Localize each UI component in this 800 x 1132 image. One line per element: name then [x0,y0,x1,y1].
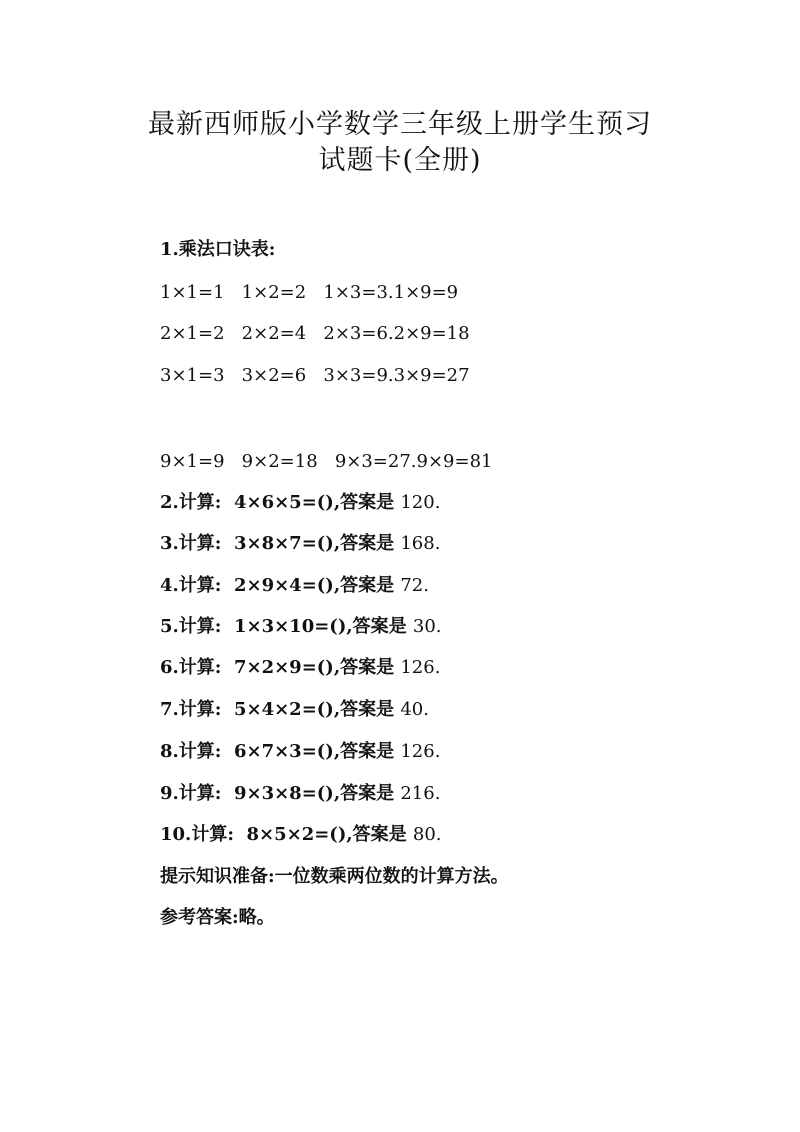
question-7 [160,698,429,722]
table-row-9: 9×1=9 9×2=18 9×3=27.9×9=81 [160,451,493,472]
document-title-line-1: 最新西师版小学数学三年级上册学生预习 [148,109,652,140]
question-8 [160,740,440,764]
hint-text: 提示知识准备:一位数乘两位数的计算方法。 [160,866,509,887]
question-9-answer: 216. [400,783,441,804]
question-7-text: 7.计算: 5×4×2=(),答案是 [160,699,401,720]
question-8-answer: 126. [400,741,441,762]
question-6-answer: 126. [400,657,441,678]
question-2-text: 2.计算: 4×6×5=(),答案是 [160,492,401,513]
question-9 [160,782,440,806]
question-8-text: 8.计算: 6×7×3=(),答案是 [160,741,401,762]
question-4-text: 4.计算: 2×9×4=(),答案是 [160,575,401,596]
question-5 [160,615,442,639]
table-row-3: 3×1=3 3×2=6 3×3=9.3×9=27 [160,365,470,386]
question-10-answer: 80. [412,824,442,845]
question-6 [160,656,440,680]
question-5-text: 5.计算: 1×3×10=(),答案是 [160,616,413,637]
question-3-answer: 168. [400,533,441,554]
question-7-answer: 40. [400,699,429,720]
question-6-text: 6.计算: 7×2×9=(),答案是 [160,657,401,678]
document-title-line-2: 试题卡(全册) [318,145,482,176]
question-2-answer: 120. [400,492,441,513]
question-4 [160,574,429,598]
question-2 [160,491,440,515]
question-10-text: 10.计算: 8×5×2=(),答案是 [160,824,413,845]
question-4-answer: 72. [400,575,429,596]
table-row-1: 1×1=1 1×2=2 1×3=3.1×9=9 [160,282,459,303]
question-5-answer: 30. [412,616,442,637]
question-9-text: 9.计算: 9×3×8=(),答案是 [160,783,401,804]
question-10 [160,823,442,847]
question-3-text: 3.计算: 3×8×7=(),答案是 [160,533,401,554]
question-3 [160,532,440,556]
table-row-2: 2×1=2 2×2=4 2×3=6.2×9=18 [160,323,470,344]
reference-answer: 参考答案:略。 [160,907,275,928]
section-heading-multiplication-table: 1.乘法口诀表: [160,239,276,260]
